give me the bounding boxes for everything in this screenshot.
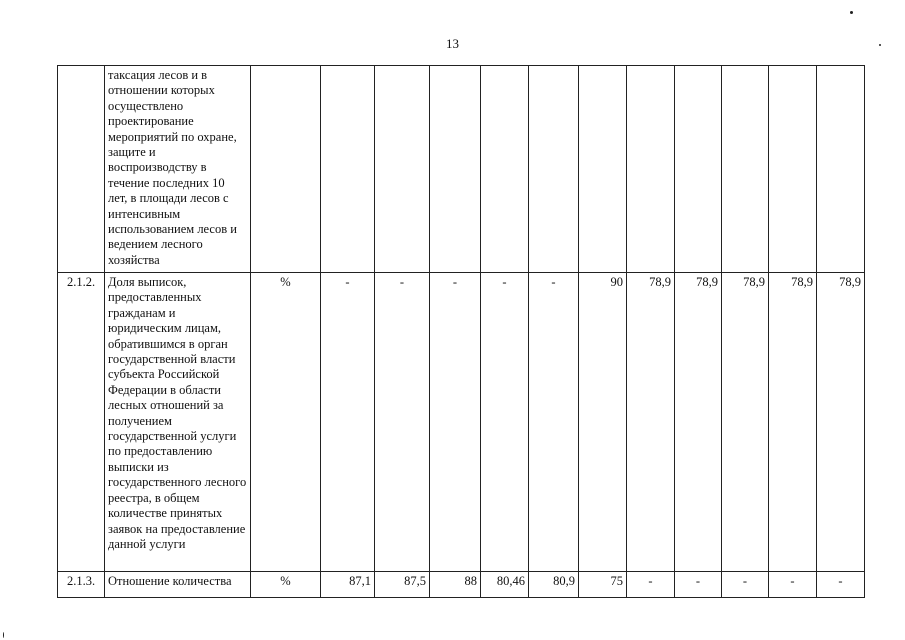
value-cell <box>627 66 675 273</box>
value-cell: 75 <box>579 572 627 598</box>
table-row <box>58 273 865 572</box>
value-cell: 78,9 <box>627 273 675 572</box>
value-cell: 90 <box>579 273 627 572</box>
value-cell: 80,46 <box>481 572 529 598</box>
table-row <box>58 572 865 598</box>
value-cell: 78,9 <box>675 273 722 572</box>
value-cell: 78,9 <box>722 273 769 572</box>
value-cell: - <box>769 572 817 598</box>
scan-speck <box>3 632 4 638</box>
value-cell: 78,9 <box>817 273 865 572</box>
scan-speck <box>879 44 881 46</box>
indicator-name: Отношение количества <box>105 572 251 598</box>
value-cell: - <box>627 572 675 598</box>
value-cell <box>675 66 722 273</box>
value-cell: 88 <box>430 572 481 598</box>
value-cell <box>375 66 430 273</box>
value-cell: - <box>481 273 529 572</box>
value-cell <box>817 66 865 273</box>
value-cell <box>579 66 627 273</box>
value-cell <box>430 66 481 273</box>
value-cell: 78,9 <box>769 273 817 572</box>
unit-cell: % <box>251 572 321 598</box>
value-cell: - <box>321 273 375 572</box>
value-cell: - <box>430 273 481 572</box>
value-cell: 80,9 <box>529 572 579 598</box>
value-cell: - <box>375 273 430 572</box>
value-cell: 87,5 <box>375 572 430 598</box>
row-number: 2.1.3. <box>58 572 105 598</box>
value-cell <box>529 66 579 273</box>
indicators-table <box>57 65 865 598</box>
value-cell: - <box>722 572 769 598</box>
value-cell <box>722 66 769 273</box>
page-number: 13 <box>446 36 459 51</box>
value-cell <box>321 66 375 273</box>
table-row <box>58 66 865 273</box>
unit-cell: % <box>251 273 321 572</box>
unit-cell <box>251 66 321 273</box>
row-number <box>58 66 105 273</box>
value-cell: - <box>529 273 579 572</box>
value-cell: - <box>675 572 722 598</box>
scan-speck <box>850 11 853 14</box>
value-cell <box>769 66 817 273</box>
value-cell <box>481 66 529 273</box>
indicator-name: Доля выписок, предоставленных гражданам и юридическим лицам, обратившимся в орган государственной власти субъекта Российской Федерации в области лесных отношений за получением государственной услуги по предоставлению выписки из государственного лесного реестра, в общем количестве принятых заявок на предоставление данной услуги <box>105 273 251 572</box>
row-number: 2.1.2. <box>58 273 105 572</box>
value-cell: 87,1 <box>321 572 375 598</box>
value-cell: - <box>817 572 865 598</box>
indicator-name: таксация лесов и в отношении которых осуществлено проектирование мероприятий по охране, защите и воспроизводству в течение последних 10 лет, в площади лесов с интенсивным использованием лесов и ведением лесного хозяйства <box>105 66 251 273</box>
